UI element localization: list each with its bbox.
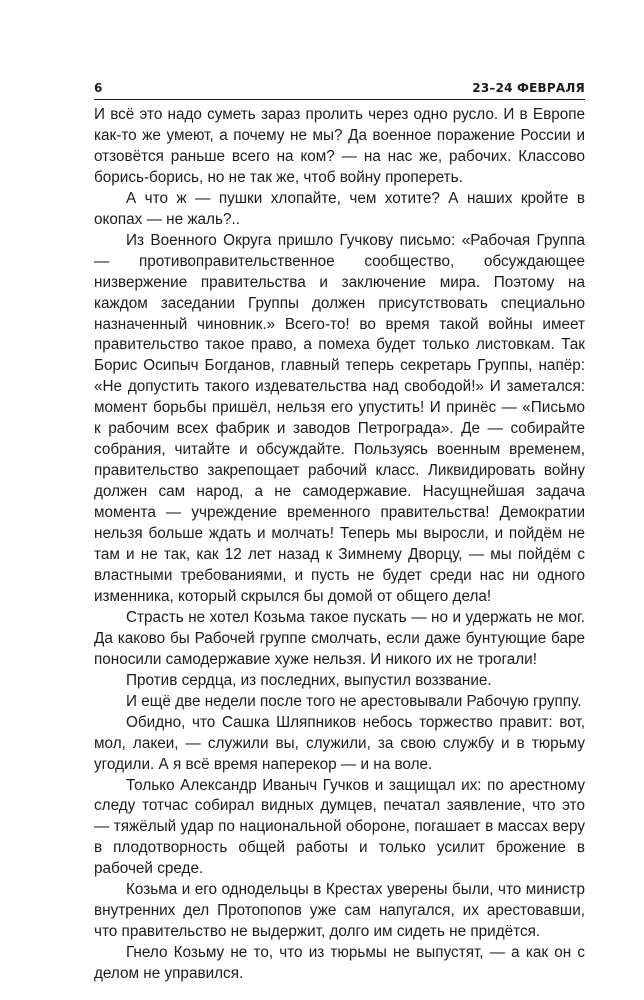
header-rule [94,99,585,100]
paragraph: И ещё две недели после того не арестовывали Рабочую группу. [126,692,582,710]
paragraph: Только Александр Иваныч Гучков и защищал их: по арестному следу тотчас собирал видных думцев, печатал заявление, что это — тяжёлый удар по национальной обороне, погашает в массах веру в плодотворность общей работы и только усилит брожение в рабочей среде. [94,776,585,878]
paragraph: Козьма и его однодельцы в Крестах уверены были, что министр внутренних дел Протопопов уже сам напугался, их арестовавши, что правительство не выдержит, долго им сидеть не придётся. [94,881,585,941]
paragraph: А что ж — пушки хлопайте, чем хотите? А наших кройте в окопах — не жаль?.. [94,189,585,228]
running-title: 23–24 ФЕВРАЛЯ [472,81,585,95]
book-page [94,77,585,983]
paragraph: Гнело Козьму не то, что из тюрьмы не выпустят, — а как он с делом не управился. [94,944,585,983]
body-text [94,105,585,985]
paragraph: Из Военного Округа пришло Гучкову письмо: «Рабочая Группа — противоправительственное сообщество, обсуждающее низвержение правительства и заключение мира. Поэтому на каждом заседании Группы должен присутствовать специально назначенный чиновник.» Всего-то! во время такой войны имеет правительство такое право, а помеха будет только листовкам. Так Борис Осипыч Богданов, главный теперь секретарь Группы, напёр: «Не допустить такого издевательства над свободой!» И заметался: момент борьбы пришёл, нельзя его упустить! И принёс — «Письмо к рабочим всех фабрик и заводов Петрограда». Де — собирайте собрания, читайте и обсуждайте. Пользуясь военным временем, правительство закрепощает рабочий класс. Ликвидировать войну должен сам народ, а не самодержавие. Насущнейшая задача момента — учреждение временного правительства! Демократии нельзя больше ждать и молчать! Теперь мы выросли, и пойдём не там и не так, как 12 лет назад к Зимнему Дворцу, — мы пойдём с властными требованиями, и пусть не будет среди нас ни одного изменника, который скрылся бы домой от общего дела! [94,231,585,605]
paragraph: Против сердца, из последних, выпустил воззвание. [126,671,492,689]
paragraph: Обидно, что Сашка Шляпников небось торжество правит: вот, мол, лакеи, — служили вы, служили, за свою службу и в тюрьму угодили. А я всё время наперекор — и на воле. [94,713,585,773]
paragraph: Страсть не хотел Козьма такое пускать — но и удержать не мог. Да каково бы Рабочей группе смолчать, если даже бунтующие баре поносили самодержавие хуже нельзя. И никого их не трогали! [94,608,585,668]
running-header [94,77,585,99]
page-number: 6 [94,81,103,95]
paragraph: И всё это надо суметь зараз пролить через одно русло. И в Европе как-то же умеют, а почему не мы? Да военное поражение России и отзовётся раньше всего на ком? — на нас же, рабочих. Классово борись-борись, но не так же, чтоб войну пропереть. [94,106,585,186]
